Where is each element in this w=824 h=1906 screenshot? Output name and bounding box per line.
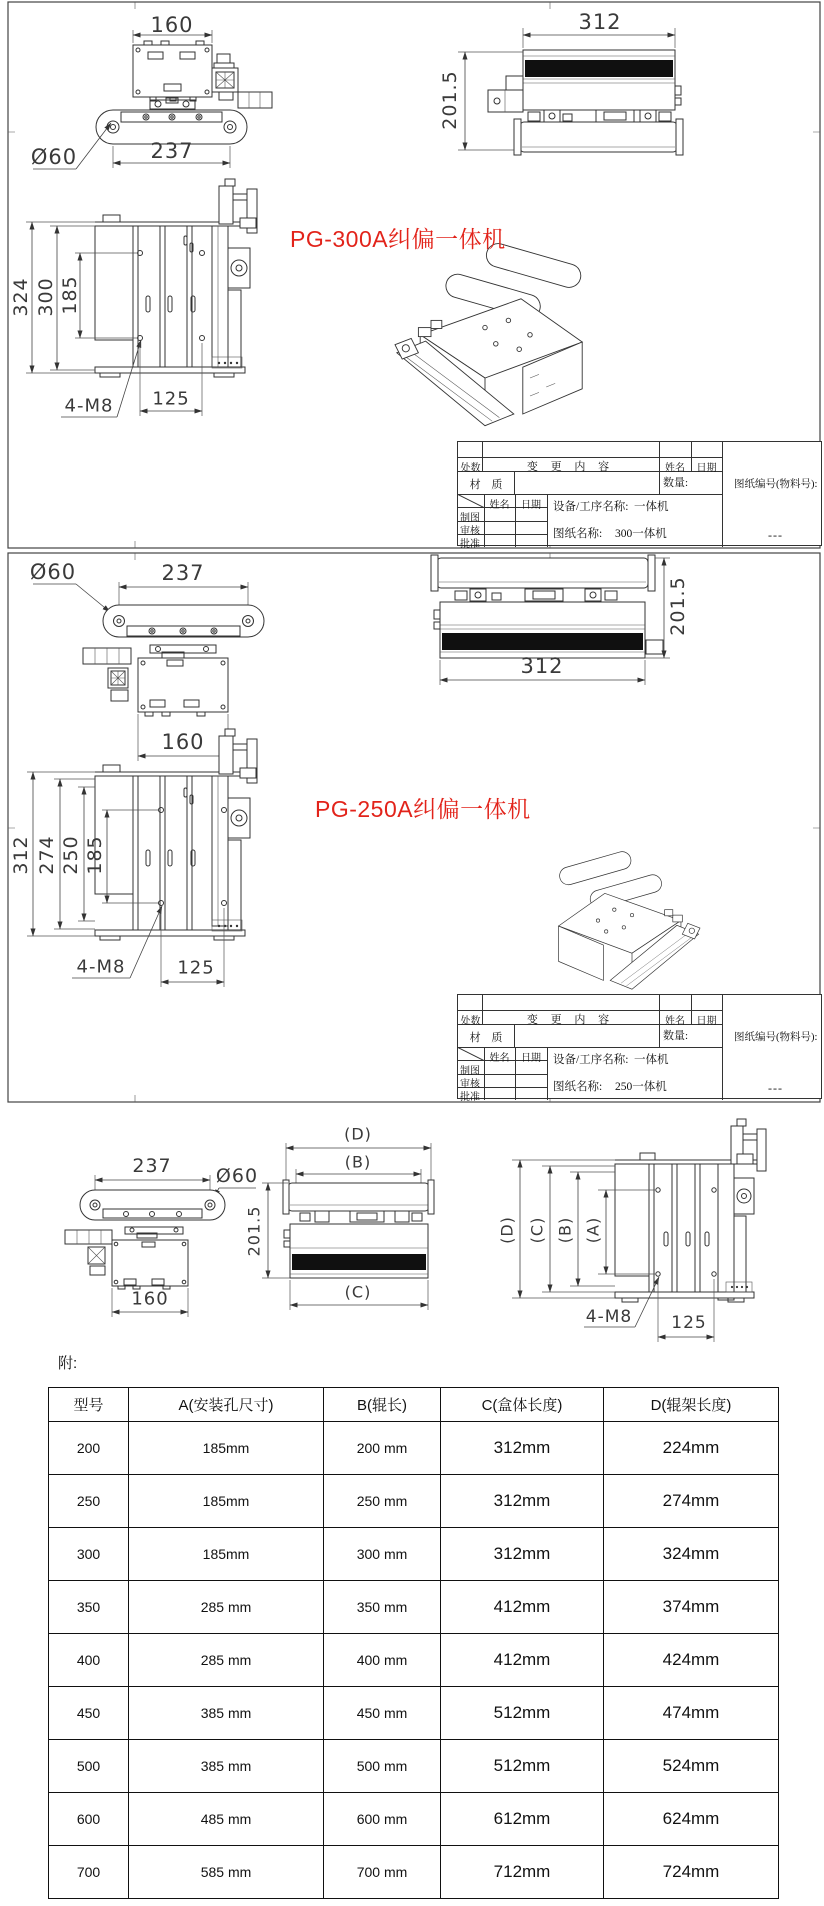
cell: 512mm (441, 1687, 604, 1740)
dim-160-label-3: 160 (131, 1288, 169, 1310)
dim-237-label: 237 (150, 139, 194, 163)
cell: 585 mm (129, 1846, 324, 1899)
dim-4m8-label: 4-M8 (64, 395, 114, 417)
dim-201-5-label-3: 201.5 (244, 1205, 264, 1257)
tb2-subdate-label: 日期 (521, 1053, 541, 1064)
cell: 285 mm (129, 1634, 324, 1687)
dim-300-label: 300 (35, 277, 57, 317)
dim-201-5-label-2: 201.5 (667, 576, 689, 636)
cell: 200 mm (324, 1422, 441, 1475)
tb2-rev-label: 处数 (460, 1016, 481, 1027)
dim-C-front-label: (C) (527, 1216, 547, 1244)
dim-201-5-label: 201.5 (439, 70, 461, 130)
cell: 374mm (604, 1581, 779, 1634)
cell: 700 mm (324, 1846, 441, 1899)
cell: 312mm (441, 1528, 604, 1581)
dim-312-label: 312 (578, 10, 622, 34)
cell: 324mm (604, 1528, 779, 1581)
tb2-change-label: 变 更 内 容 (526, 1014, 615, 1026)
tb2-draft-label: 制图 (460, 1066, 480, 1077)
cell: 600 mm (324, 1793, 441, 1846)
tb-name-label: 姓名 (665, 463, 685, 474)
table-row (49, 1422, 779, 1475)
tb-qty-label: 数量: (663, 477, 689, 489)
dim-4m8-label-3: 4-M8 (585, 1307, 633, 1327)
cell: 300 mm (324, 1528, 441, 1581)
dim-D-front-label: (D) (497, 1216, 517, 1244)
table-row (49, 1634, 779, 1687)
cell: 185mm (129, 1528, 324, 1581)
col-model: 型号 (49, 1388, 129, 1422)
dim-250-label-2: 250 (60, 835, 82, 875)
spec-header-row (49, 1388, 779, 1422)
cell: 474mm (604, 1687, 779, 1740)
cell: 450 mm (324, 1687, 441, 1740)
cell: 524mm (604, 1740, 779, 1793)
table-row (49, 1793, 779, 1846)
cell: 412mm (441, 1581, 604, 1634)
cell: 450 (49, 1687, 129, 1740)
cell: 400 mm (324, 1634, 441, 1687)
tb-subname-label: 姓名 (489, 500, 510, 511)
model-title-pg250a: PG-250A纠偏一体机 (315, 796, 531, 822)
cell: 500 (49, 1740, 129, 1793)
table-row (49, 1475, 779, 1528)
cell: 185mm (129, 1475, 324, 1528)
tb-rev-label: 处数 (460, 463, 481, 474)
cell: 612mm (441, 1793, 604, 1846)
tb-dwgname-label: 图纸名称: (553, 528, 603, 540)
dim-185-label: 185 (59, 275, 81, 315)
cell: 724mm (604, 1846, 779, 1899)
cell: 412mm (441, 1634, 604, 1687)
tb2-device-label: 设备/工序名称: (553, 1054, 629, 1066)
tb2-date-label: 日期 (696, 1016, 717, 1027)
cell: 200 (49, 1422, 129, 1475)
tb-check-label: 审核 (460, 526, 480, 537)
cell: 385 mm (129, 1740, 324, 1793)
dim-D-top-label: (D) (344, 1124, 372, 1144)
cell: 600 (49, 1793, 129, 1846)
generic-front-view (512, 1119, 766, 1342)
title-block-300 (457, 441, 822, 550)
dim-dia60-label-3: Ø60 (215, 1165, 259, 1187)
cell: 224mm (604, 1422, 779, 1475)
dim-160-label: 160 (150, 13, 194, 37)
tb2-material-label: 材 质 (469, 1032, 507, 1044)
model-title-pg300a: PG-300A纠偏一体机 (290, 226, 506, 252)
cell: 512mm (441, 1740, 604, 1793)
cell: 312mm (441, 1422, 604, 1475)
dim-185-label-2: 185 (84, 835, 106, 875)
tb2-approve-label: 批准 (460, 1092, 480, 1103)
col-b: B(辊长) (324, 1388, 441, 1422)
dim-dia60-label-2: Ø60 (29, 560, 77, 584)
dim-125-label-3: 125 (671, 1313, 707, 1333)
cell: 274mm (604, 1475, 779, 1528)
dim-125-label: 125 (152, 388, 190, 410)
dim-B-top-label: (B) (344, 1152, 372, 1172)
cell: 624mm (604, 1793, 779, 1846)
col-d: D(辊架长度) (604, 1388, 779, 1422)
tb-device-value: 一体机 (634, 501, 669, 513)
dim-B-front-label: (B) (555, 1216, 575, 1244)
dim-312-side-label-2: 312 (520, 654, 564, 678)
table-row (49, 1687, 779, 1740)
table-note: 附: (58, 1355, 78, 1372)
cell: 350 (49, 1581, 129, 1634)
dim-237-label-2: 237 (161, 561, 205, 585)
dim-4m8-label-2: 4-M8 (76, 956, 126, 978)
cell: 700 (49, 1846, 129, 1899)
spec-table (48, 1387, 779, 1899)
cell: 250 (49, 1475, 129, 1528)
col-c: C(盒体长度) (441, 1388, 604, 1422)
cell: 424mm (604, 1634, 779, 1687)
table-row (49, 1581, 779, 1634)
tb2-dwgno-label: 图纸编号(物料号): (734, 1032, 818, 1043)
pg250a-iso-view (558, 850, 700, 990)
cell: 350 mm (324, 1581, 441, 1634)
tb2-dwgname-label: 图纸名称: (553, 1081, 603, 1093)
tb-dwgname-value-300: 300一体机 (615, 528, 667, 540)
tb2-device-value: 一体机 (634, 1054, 669, 1066)
tb2-dash: --- (768, 1081, 783, 1095)
dim-312-front-label-2: 312 (10, 835, 32, 875)
tb-device-label: 设备/工序名称: (553, 501, 629, 513)
tb-approve-label: 批准 (460, 539, 480, 550)
dim-324-label: 324 (10, 277, 32, 317)
cell: 312mm (441, 1475, 604, 1528)
cell: 385 mm (129, 1687, 324, 1740)
tb2-qty-label: 数量: (663, 1030, 689, 1042)
tb-dash: --- (768, 528, 783, 542)
dim-dia60-label: Ø60 (30, 145, 78, 169)
tb-change-label: 变 更 内 容 (526, 461, 615, 473)
pg300a-iso-view (395, 241, 584, 426)
table-row (49, 1528, 779, 1581)
tb2-name-label: 姓名 (665, 1016, 685, 1027)
dim-274-label-2: 274 (36, 835, 58, 875)
title-block-250 (457, 994, 822, 1103)
tb2-dwgname-value-250: 250一体机 (615, 1081, 667, 1093)
cell: 185mm (129, 1422, 324, 1475)
tb-dwgno-label: 图纸编号(物料号): (734, 479, 818, 490)
dim-237-label-3: 237 (132, 1155, 172, 1177)
cell: 485 mm (129, 1793, 324, 1846)
tb2-check-label: 审核 (460, 1079, 480, 1090)
dim-C-bottom-label: (C) (344, 1282, 372, 1302)
cell: 500 mm (324, 1740, 441, 1793)
tb-date-label: 日期 (696, 463, 717, 474)
dim-125-label-2: 125 (177, 957, 215, 979)
cell: 300 (49, 1528, 129, 1581)
tb-subdate-label: 日期 (521, 500, 541, 511)
tb-draft-label: 制图 (460, 513, 480, 524)
pg300a-side-view (458, 28, 683, 155)
cell: 400 (49, 1634, 129, 1687)
tb-material-label: 材 质 (469, 479, 507, 491)
cell: 712mm (441, 1846, 604, 1899)
table-row (49, 1846, 779, 1899)
cell: 250 mm (324, 1475, 441, 1528)
tb2-subname-label: 姓名 (489, 1053, 510, 1064)
dim-160-label-2: 160 (161, 730, 205, 754)
cell: 285 mm (129, 1581, 324, 1634)
dim-A-front-label: (A) (583, 1216, 603, 1244)
col-a: A(安装孔尺寸) (129, 1388, 324, 1422)
table-row (49, 1740, 779, 1793)
